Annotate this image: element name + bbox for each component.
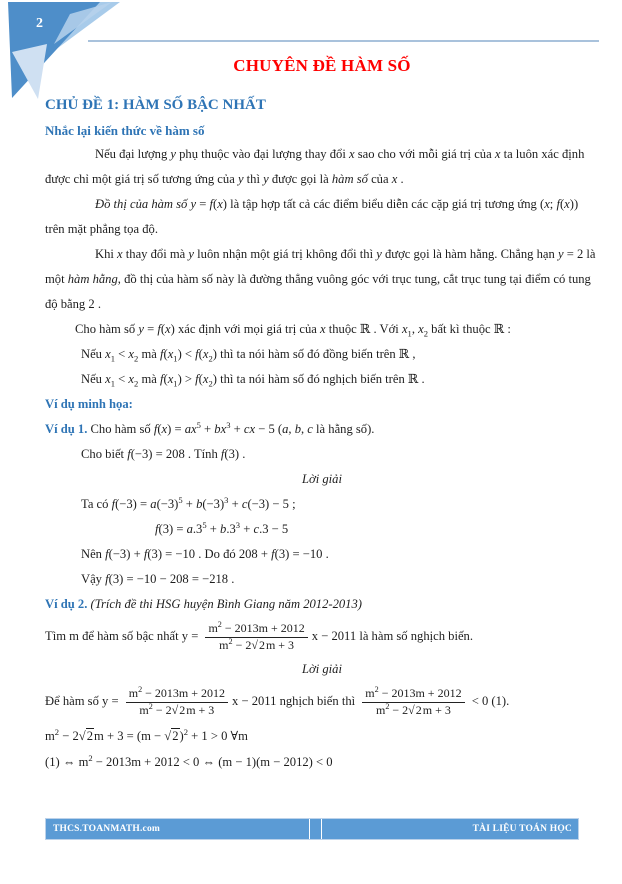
example-1-given: Cho biết f(−3) = 208 . Tính f(3) . [81, 447, 246, 461]
paragraph-monotonic-intro: Cho hàm số y = f(x) xác định với mọi giá trị của x thuộc ℝ . Với $x_1$, $x_2$ bất kì thuộc ℝ : [75, 322, 511, 339]
footer-right-bar [322, 819, 578, 839]
example-2-problem: Tìm m để hàm số bậc nhất y = $\frac{m^2 - 2013m + 2012}{m^2 - 2√2m + 3}$ x − 2011 là hàm số nghịch biến. [45, 620, 473, 652]
paragraph-increasing: Nếu $x_1 < x_2$ mà $f(x_1) < f(x_2)$ thì ta nói hàm số đó đồng biến trên ℝ , [81, 347, 416, 364]
paragraph-definition: Nếu đại lượng y phụ thuộc vào đại lượng thay đổi x sao cho với mỗi giá trị của x ta luôn xác định được chỉ một giá trị số tương ứng của y thì y được gọi là hàm số của x . [45, 147, 585, 186]
footer-left-bar [46, 819, 309, 839]
radical: √2 [78, 729, 93, 744]
solution-2-line-3: (1) ⇔ $m^2 - 2013m + 2012 < 0$ ⇔ (m − 1)(m − 2012) < 0 [45, 753, 333, 770]
examples-heading: Ví dụ minh họa: [45, 397, 133, 411]
solution-heading-2: Lời giải [302, 662, 342, 677]
solution-1-line-1: Ta có $f(-3) = a(-3)^5 + b(-3)^3 + c(-3) - 5$ ; [81, 494, 296, 511]
fraction: $\frac{m^2 - 2013m + 2012}{m^2 - 2√2m + 3}$ [362, 686, 464, 718]
paragraph-graph: Đồ thị của hàm số y = f(x) là tập hợp tất cả các điểm biểu diễn các cặp giá trị tương ứng (x; f(x)) trên mặt phẳng tọa độ. [45, 197, 579, 236]
radical: √2 [164, 729, 179, 744]
solution-2-line-1: Để hàm số y = $\frac{m^2 - 2013m + 2012}{m^2 - 2√2m + 3}$ x − 2011 nghịch biến thì $\frac{m^2 - 2013m + 2012}{m^2 - 2√2m + 3}$ < 0 (1). [45, 685, 510, 717]
paragraph-decreasing: Nếu $x_1 < x_2$ mà $f(x_1) > f(x_2)$ thì ta nói hàm số đó nghịch biến trên ℝ . [81, 372, 425, 389]
fraction: $\frac{m^2 - 2013m + 2012}{m^2 - 2√2m + 3}$ [126, 686, 228, 718]
fraction: $\frac{m^2 - 2013m + 2012}{m^2 - 2√2m + 3}$ [205, 621, 307, 653]
solution-heading: Lời giải [302, 472, 342, 486]
solution-1-line-2: $f(3) = a.3^5 + b.3^3 + c.3 - 5$ [155, 519, 289, 536]
radical: √2 [171, 702, 186, 717]
solution-1-line-4: Vậy f(3) = −10 − 208 = −218 . [81, 572, 235, 586]
corner-decoration [0, 0, 130, 105]
radical: √2 [408, 702, 422, 717]
paragraph-container [45, 142, 599, 775]
paragraph-constant-function: Khi x thay đổi mà y luôn nhận một giá trị không đổi thì y được gọi là hàm hằng. Chẳng hạn y = 2 là một hàm hằng, đồ thị của hàm số này là đường thẳng vuông góc với trục tung, cắt trục tung tại điểm có tung độ bằng 2 . [45, 247, 596, 311]
subsection-title: Nhắc lại kiến thức về hàm số [45, 123, 205, 138]
section-title: CHỦ ĐỀ 1: HÀM SỐ BẬC NHẤT [45, 97, 266, 113]
footer-doc-label: TÀI LIỆU TOÁN HỌC [472, 824, 572, 834]
footer-site-link[interactable]: THCS.TOANMATH.com [53, 824, 161, 834]
footer-divider [310, 819, 321, 839]
footer [46, 819, 578, 839]
example-2-statement: Ví dụ 2. (Trích đề thi HSG huyện Bình Giang năm 2012-2013) [45, 597, 362, 611]
header-rule [88, 40, 599, 42]
radical: √2 [251, 637, 265, 652]
document-body [45, 97, 599, 775]
solution-1-line-3: Nên f(−3) + f(3) = −10 . Do đó 208 + f(3) = −10 . [81, 547, 329, 561]
document-title: CHUYÊN ĐỀ HÀM SỐ [233, 56, 411, 75]
example-1-statement: Ví dụ 1. Cho hàm số $f(x) = ax^5 + bx^3$ + cx − 5 (a, b, c là hằng số). [45, 419, 375, 436]
page-number: 2 [36, 16, 43, 31]
solution-2-line-2: $m^2 - 2√2m + 3 = (m - √2)^2 + 1 > 0$ ∀m [45, 727, 248, 744]
